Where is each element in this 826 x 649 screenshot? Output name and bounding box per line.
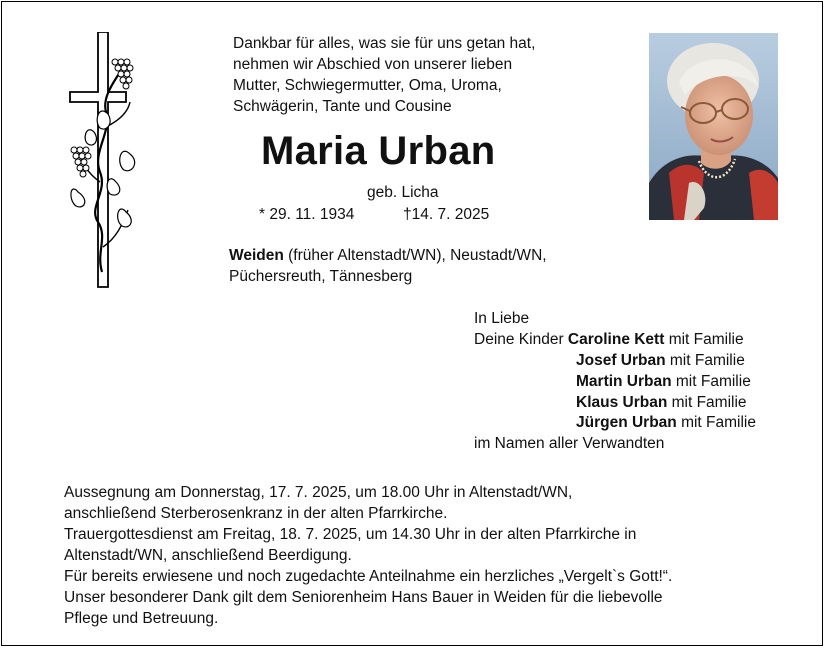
death-date: †14. 7. 2025 [403, 206, 490, 223]
child-suffix: mit Familie [664, 331, 744, 348]
child-line [576, 412, 756, 433]
children-prefix: Deine Kinder [474, 331, 568, 348]
child-suffix: mit Familie [676, 414, 756, 431]
service-line: Unser besonderer Dank gilt dem Seniorenheim Hans Bauer in Weiden für die liebevolle [64, 589, 663, 606]
town-bold: Weiden [229, 247, 284, 264]
child-name: Jürgen Urban [576, 414, 677, 431]
birth-date: * 29. 11. 1934 [259, 206, 355, 223]
child-name: Klaus Urban [576, 394, 668, 411]
obituary-card [1, 1, 823, 646]
maiden-name: geb. Licha [367, 184, 439, 201]
service-line: Aussegnung am Donnerstag, 17. 7. 2025, um 18.00 Uhr in Altenstadt/WN, [64, 484, 573, 501]
deceased-name: Maria Urban [261, 129, 496, 173]
child-name: Caroline Kett [567, 331, 665, 348]
service-line: Für bereits erwiesene und noch zugedachte Anteilnahme ein herzliches „Vergelt`s Gott!“. [64, 568, 673, 585]
child-suffix: mit Familie [665, 352, 745, 369]
places-line1-rest: (früher Altenstadt/WN), Neustadt/WN, [283, 247, 547, 264]
portrait-photo [649, 33, 778, 220]
service-line: Pflege und Betreuung. [64, 610, 219, 627]
service-line: Trauergottesdienst am Freitag, 18. 7. 2025, um 14.30 Uhr in der alten Pfarrkirche in [64, 526, 637, 543]
child-suffix: mit Familie [667, 394, 747, 411]
children-line [474, 329, 744, 350]
service-line: anschließend Sterberosenkranz in der alten Pfarrkirche. [64, 505, 448, 522]
places [229, 245, 547, 287]
child-name: Josef Urban [576, 352, 666, 369]
intro-line: Schwägerin, Tante und Cousine [233, 98, 452, 115]
child-suffix: mit Familie [671, 373, 751, 390]
intro-line: Mutter, Schwiegermutter, Oma, Uroma, [233, 77, 502, 94]
service-line: Altenstadt/WN, anschließend Beerdigung. [64, 547, 352, 564]
intro-text [233, 33, 535, 117]
intro-line: Dankbar für alles, was sie für uns getan hat, [233, 35, 536, 52]
child-line [576, 371, 751, 392]
in-liebe: In Liebe [474, 310, 530, 327]
places-line2: Püchersreuth, Tännesberg [229, 268, 413, 285]
child-name: Martin Urban [576, 373, 672, 390]
child-line [576, 392, 747, 413]
cross-with-grapevine-icon [68, 32, 144, 288]
intro-line: nehmen wir Abschied von unserer lieben [233, 56, 513, 73]
child-line [576, 350, 745, 371]
service-info [64, 482, 672, 629]
relatives-closing: im Namen aller Verwandten [474, 435, 665, 452]
